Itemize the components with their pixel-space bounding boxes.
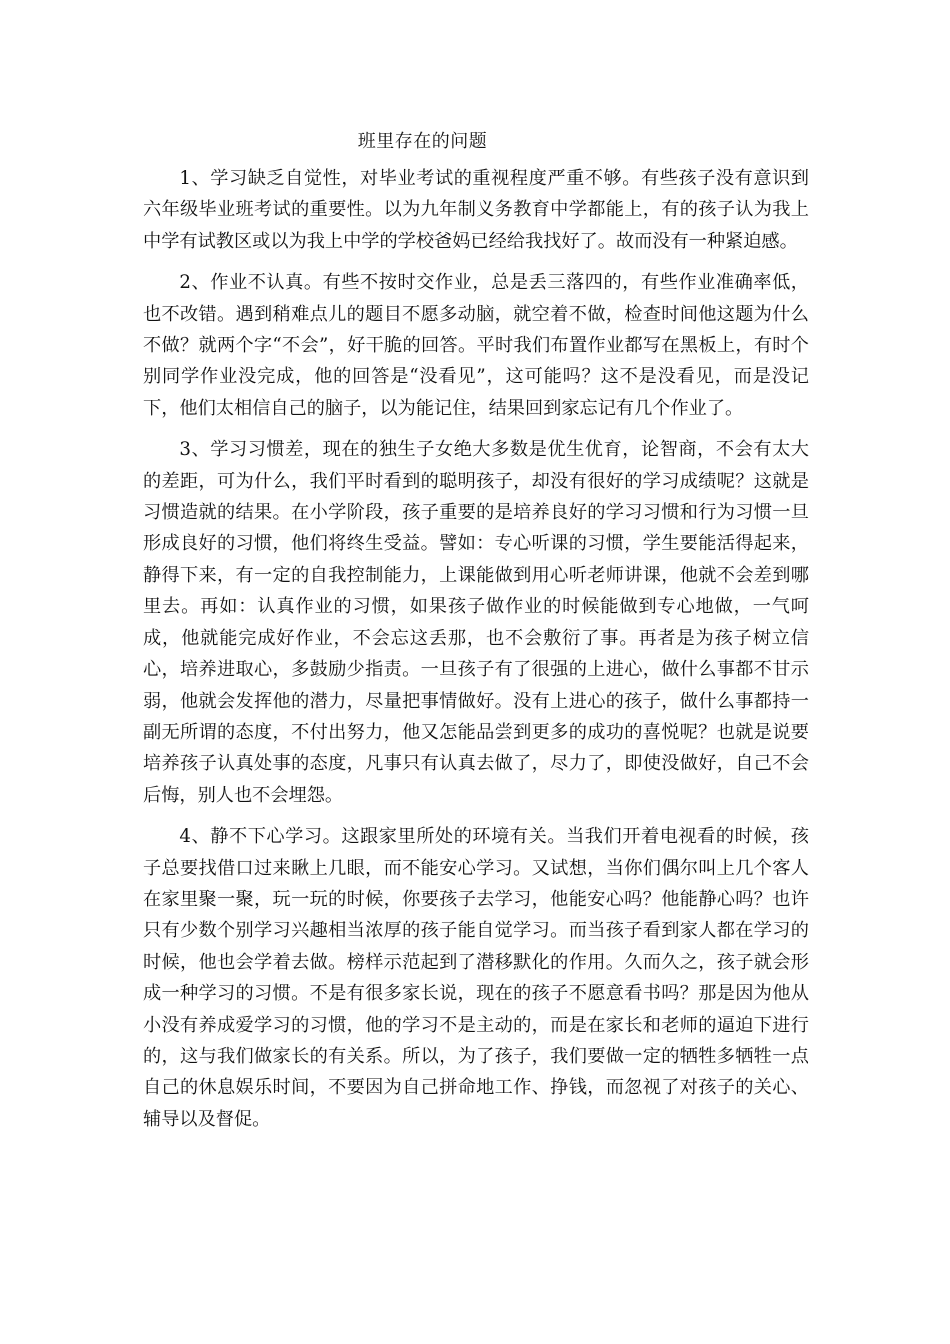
document-body <box>143 163 809 1145</box>
paragraph-1: 1、学习缺乏自觉性，对毕业考试的重视程度严重不够。有些孩子没有意识到六年级毕业班考试的重要性。以为九年制义务教育中学都能上，有的孩子认为我上中学有试教区或以为我上中学的学校爸妈已经给我找好了。故而没有一种紧迫感。 <box>143 168 809 252</box>
paragraph-4: 4、静不下心学习。这跟家里所处的环境有关。当我们开着电视看的时候，孩子总要找借口过来瞅上几眼，而不能安心学习。又试想，当你们偶尔叫上几个客人在家里聚一聚，玩一玩的时候，你要孩子去学习，他能安心吗？他能静心吗？也许只有少数个别学习兴趣相当浓厚的孩子能自觉学习。而当孩子看到家人都在学习的时候，他也会学着去做。榜样示范起到了潜移默化的作用。久而久之，孩子就会形成一种学习的习惯。不是有很多家长说，现在的孩子不愿意看书吗？那是因为他从小没有养成爱学习的习惯，他的学习不是主动的，而是在家长和老师的逼迫下进行的，这与我们做家长的有关系。所以，为了孩子，我们要做一定的牺牲多牺牲一点自己的休息娱乐时间，不要因为自己拼命地工作、挣钱，而忽视了对孩子的关心、辅导以及督促。 <box>143 826 809 1130</box>
paragraph-3: 3、学习习惯差，现在的独生子女绝大多数是优生优育，论智商，不会有太大的差距，可为什么，我们平时看到的聪明孩子，却没有很好的学习成绩呢？这就是习惯造就的结果。在小学阶段，孩子重要的是培养良好的学习习惯和行为习惯一旦形成良好的习惯，他们将终生受益。譬如：专心听课的习惯，学生要能活得起来，静得下来，有一定的自我控制能力，上课能做到用心听老师讲课，他就不会差到哪里去。再如：认真作业的习惯，如果孩子做作业的时候能做到专心地做，一气呵成，他就能完成好作业，不会忘这丢那，也不会敷衍了事。再者是为孩子树立信心，培养进取心，多鼓励少指责。一旦孩子有了很强的上进心，做什么事都不甘示弱，他就会发挥他的潜力，尽量把事情做好。没有上进心的孩子，做什么事都持一副无所谓的态度，不付出努力，他又怎能品尝到更多的成功的喜悦呢？也就是说要培养孩子认真处事的态度，凡事只有认真去做了，尽力了，即使没做好，自己不会后悔，别人也不会埋怨。 <box>143 439 809 806</box>
document-title: 班里存在的问题 <box>357 131 488 152</box>
paragraph-2: 2、作业不认真。有些不按时交作业，总是丢三落四的，有些作业准确率低，也不改错。遇到稍难点儿的题目不愿多动脑，就空着不做，检查时间他这题为什么不做？就两个字“不会”，好干脆的回答。平时我们布置作业都写在黑板上，有时个别同学作业没完成，他的回答是“没看见”，这可能吗？这不是没看见，而是没记下，他们太相信自己的脑子，以为能记住，结果回到家忘记有几个作业了。 <box>143 272 809 419</box>
